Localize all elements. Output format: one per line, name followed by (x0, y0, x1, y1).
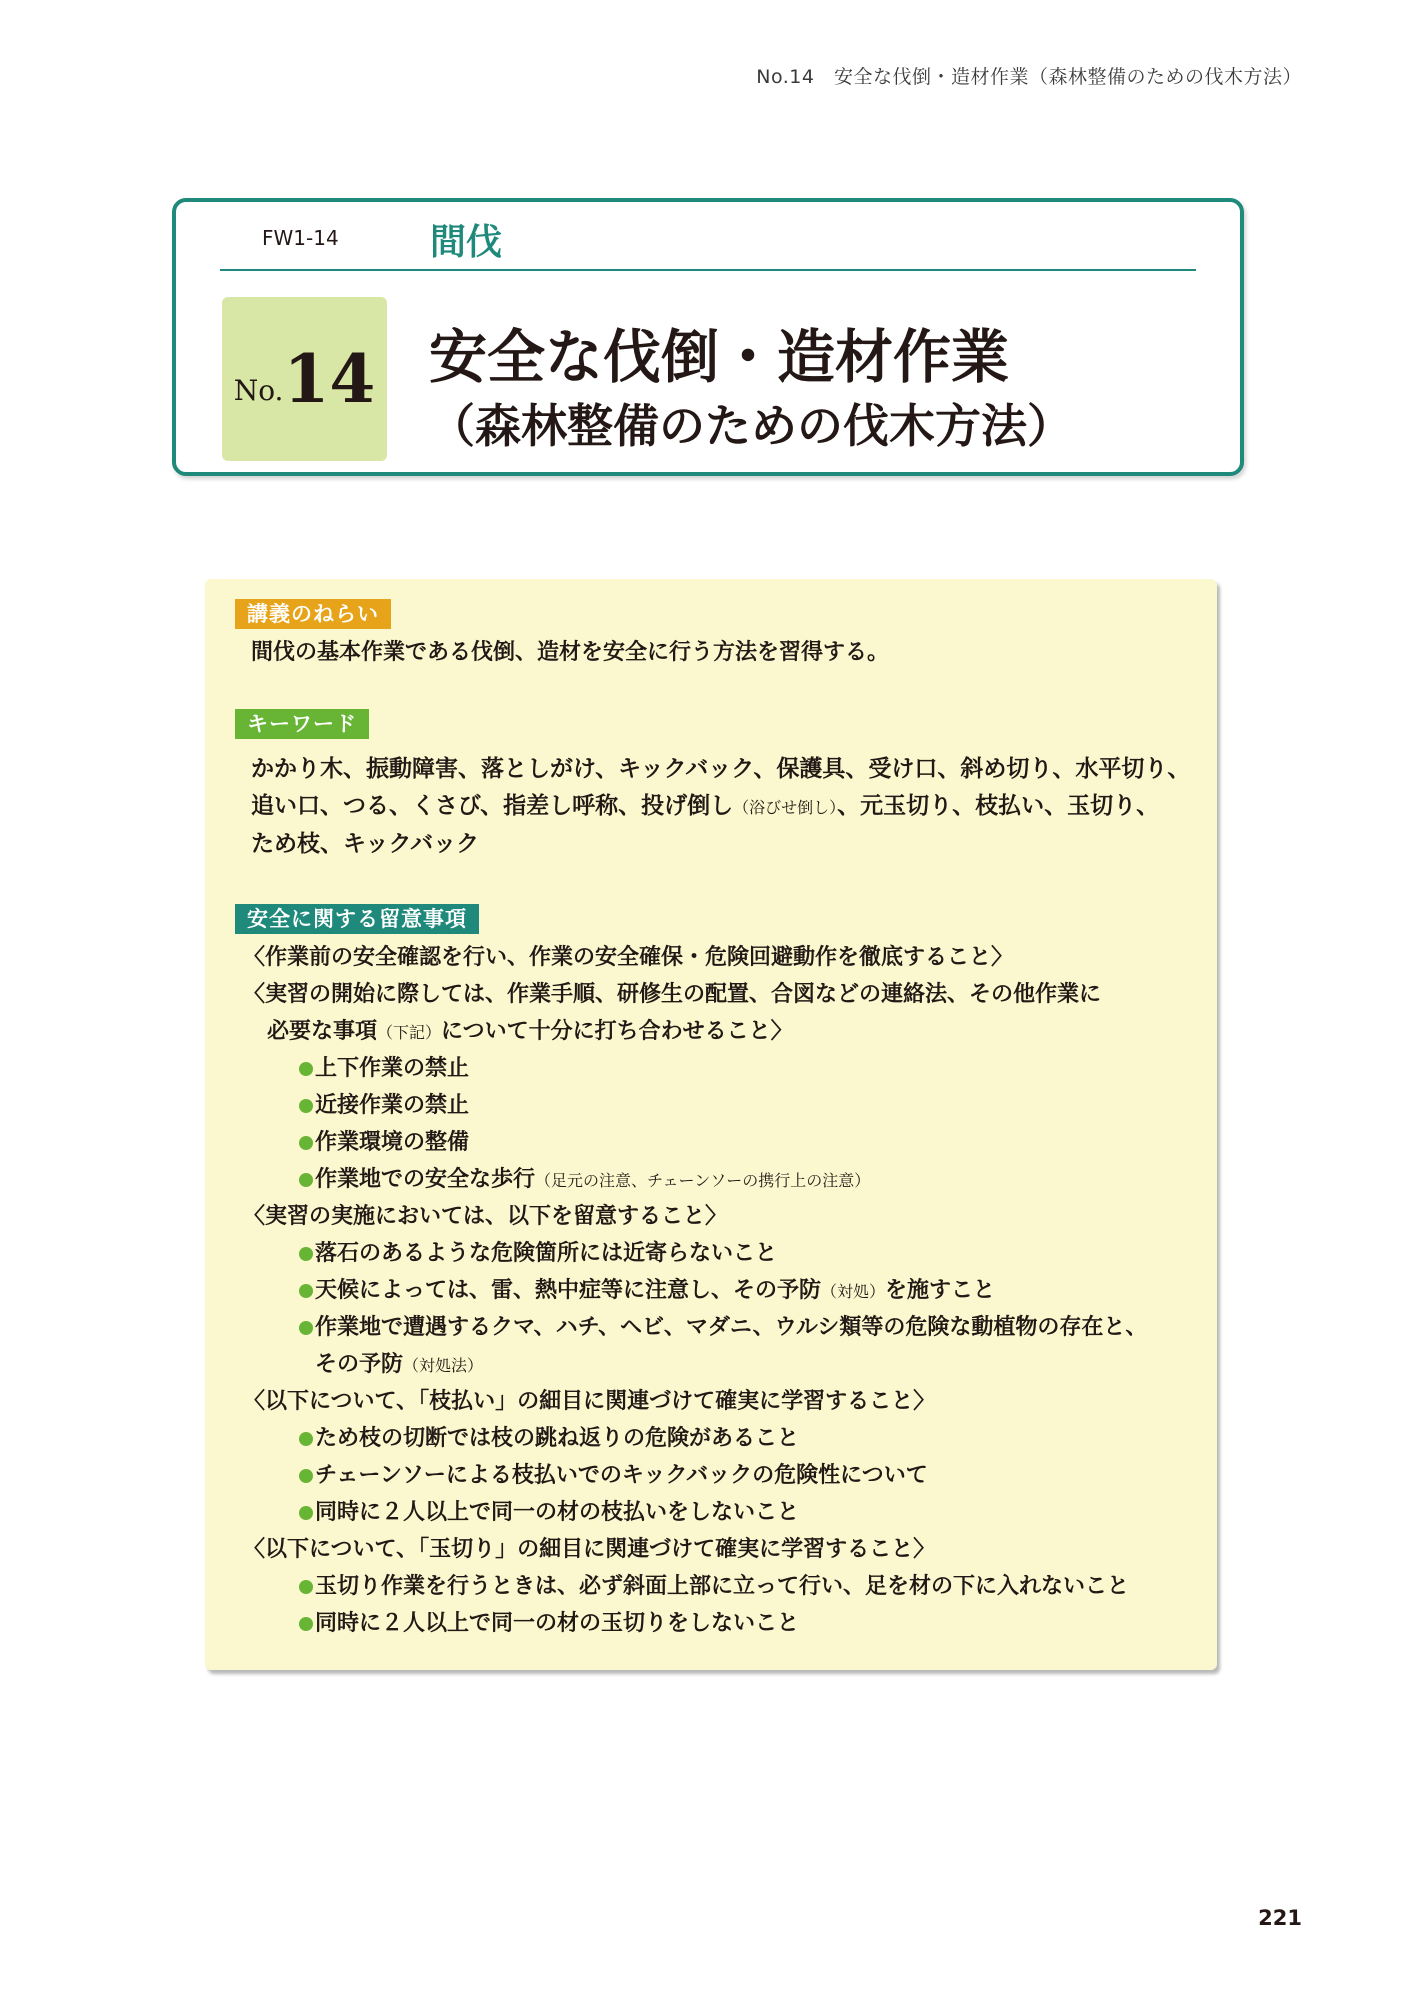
safety-label: 安全に関する留意事項 (235, 904, 479, 934)
list-item-text: 近接作業の禁止 (315, 1093, 470, 1118)
list-item (243, 1568, 1203, 1605)
course-code: FW1-14 (262, 226, 339, 250)
list-item-note: （対処法） (403, 1356, 484, 1375)
keywords-note: （浴びせ倒し） (733, 798, 838, 817)
lesson-number: 14 (283, 340, 376, 418)
page-number: 221 (1258, 1906, 1302, 1930)
aim-text: 間伐の基本作業である伐倒、造材を安全に行う方法を習得する。 (251, 640, 890, 665)
list-item-text: 上下作業の禁止 (315, 1056, 470, 1081)
page-subtitle: （森林整備のための伐木方法） (429, 399, 1073, 453)
list-item-note: （対処） (821, 1282, 886, 1301)
keywords-label: キーワード (235, 709, 369, 739)
safety-heading: 〈作業前の安全確認を行い、作業の安全確保・危険回避動作を徹底すること〉 (243, 945, 1014, 970)
safety-heading: 〈以下について、「枝払い」の細目に関連づけて確実に学習すること〉 (243, 1389, 936, 1414)
keywords-text (251, 751, 1201, 863)
safety-list (243, 939, 1203, 1642)
keywords-line: ため枝、キックバック (251, 831, 480, 857)
running-header: No.14 安全な伐倒・造材作業（森林整備のための伐木方法） (756, 66, 1302, 88)
list-item (243, 1494, 1203, 1531)
list-item-text: その予防 (315, 1352, 404, 1377)
lesson-number-badge (222, 297, 387, 461)
list-item (243, 1050, 1203, 1087)
page-title: 安全な伐倒・造材作業 (429, 323, 1010, 391)
content-panel (205, 579, 1217, 1670)
list-item (243, 1124, 1203, 1161)
list-item (243, 1235, 1203, 1272)
aim-label: 講義のねらい (235, 599, 391, 629)
category-title: 間伐 (430, 222, 503, 263)
list-item-text: を施すこと (885, 1278, 996, 1303)
title-divider (220, 269, 1196, 271)
list-item (243, 1605, 1203, 1642)
list-item-text: 玉切り作業を行うときは、必ず斜面上部に立って行い、足を材の下に入れないこと (315, 1574, 1130, 1599)
list-item-text: 作業環境の整備 (315, 1130, 470, 1155)
list-item (243, 1087, 1203, 1124)
list-item-text: 天候によっては、雷、熱中症等に注意し、その予防 (315, 1278, 822, 1303)
heading-note: （下記） (377, 1023, 442, 1042)
heading-fragment: について十分に打ち合わせること〉 (441, 1019, 793, 1044)
list-item-text: 落石のあるような危険箇所には近寄らないこと (315, 1241, 778, 1266)
list-item-text: 作業地で遭遇するクマ、ハチ、ヘビ、マダニ、ウルシ類等の危険な動植物の存在と、 (315, 1315, 1148, 1340)
list-item (243, 1161, 1203, 1198)
keywords-fragment: 追い口、つる、くさび、指差し呼称、投げ倒し (251, 793, 734, 819)
safety-heading: 〈実習の実施においては、以下を留意すること〉 (243, 1204, 728, 1229)
safety-heading: 〈以下について、「玉切り」の細目に関連づけて確実に学習すること〉 (243, 1537, 936, 1562)
list-item-note: （足元の注意、チェーンソーの携行上の注意） (535, 1171, 871, 1190)
heading-fragment: 必要な事項 (267, 1019, 378, 1044)
list-item-text: ため枝の切断では枝の跳ね返りの危険があること (315, 1426, 800, 1451)
list-item (243, 1457, 1203, 1494)
list-item-continued (243, 1346, 1203, 1383)
list-item (243, 1420, 1203, 1457)
list-item (243, 1309, 1203, 1346)
keywords-line: かかり木、振動障害、落としがけ、キックバック、保護具、受け口、斜め切り、水平切り、 (251, 756, 1191, 782)
list-item (243, 1272, 1203, 1309)
list-item-text: 同時に２人以上で同一の材の玉切りをしないこと (315, 1611, 800, 1636)
title-box (172, 198, 1244, 476)
safety-heading-continued (243, 1013, 1203, 1050)
keywords-fragment: 、元玉切り、枝払い、玉切り、 (837, 793, 1160, 819)
lesson-number-prefix: No. (233, 373, 284, 407)
list-item-text: 同時に２人以上で同一の材の枝払いをしないこと (315, 1500, 800, 1525)
safety-heading: 〈実習の開始に際しては、作業手順、研修生の配置、合図などの連絡法、その他作業に (243, 982, 1102, 1007)
list-item-text: チェーンソーによる枝払いでのキックバックの危険性について (315, 1463, 928, 1488)
list-item-text: 作業地での安全な歩行 (315, 1167, 536, 1192)
keywords-line (251, 788, 1201, 826)
